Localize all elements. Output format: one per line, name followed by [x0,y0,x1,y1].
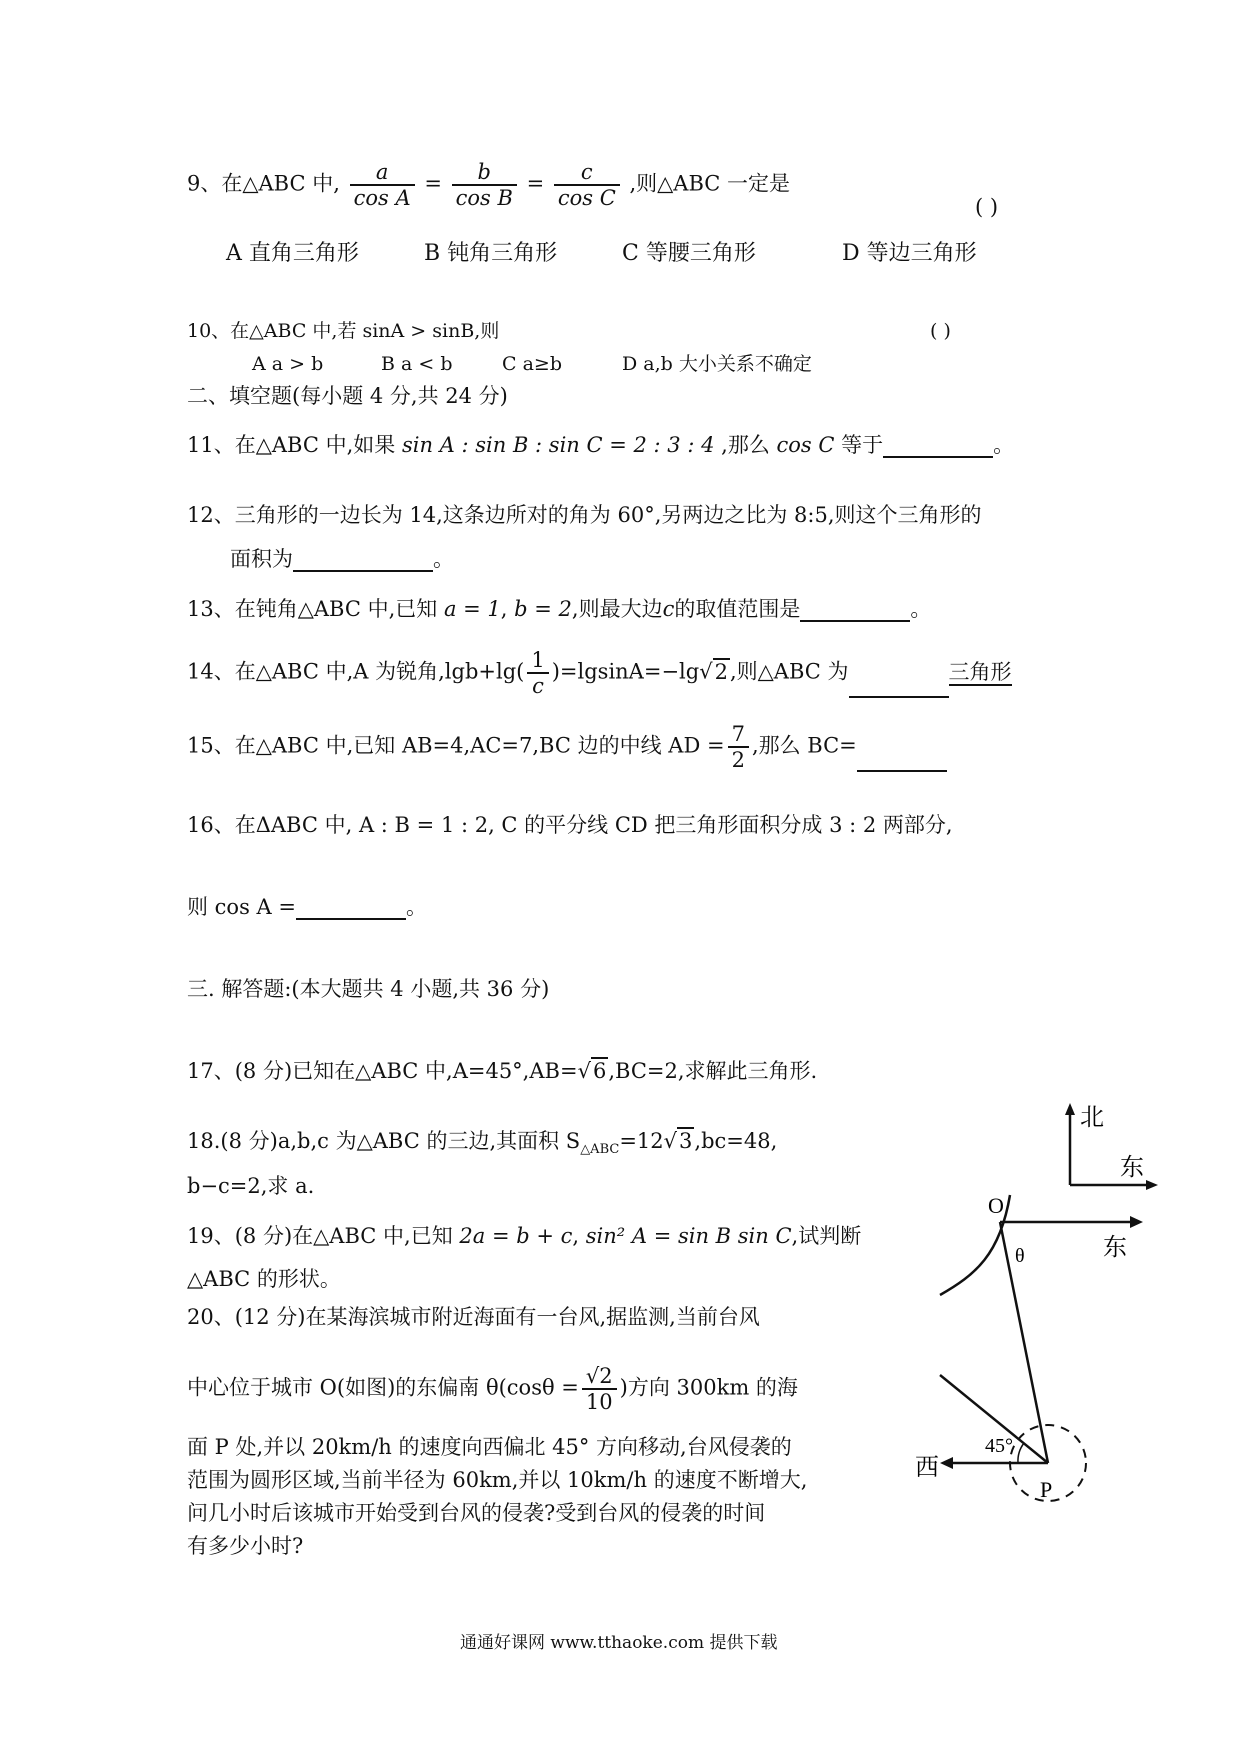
q13-sep: , [500,597,508,621]
q13-suffix: 的取值范围是 [674,597,801,621]
question-15 [187,722,947,772]
angle-arc [1018,1443,1024,1463]
question-16-line1: 16、在ΔABC 中, A : B = 1 : 2, C 的平分线 CD 把三角形面积分成 3 : 2 两部分, [187,813,953,837]
question-12-line2 [230,546,454,572]
east-label-top: 东 [1120,1155,1144,1181]
question-18-line1 [187,1128,777,1158]
question-20-line1: 20、(12 分)在某海滨城市附近海面有一台风,据监测,当前台风 [187,1305,760,1329]
q9-fraction-a: $\frac{a}{\text{cos A}}$ [350,160,415,210]
q9-prefix: 9、在△ABC 中, [187,171,340,196]
q11-ratio: sin A : sin B : sin C = 2 : 3 : 4 [401,433,715,457]
north-arrowhead [1065,1103,1075,1115]
sqrt-symbol: √ [577,1059,591,1083]
q9-fraction-c: $\frac{c}{\text{cos C}}$ [554,160,620,210]
question-20-line5: 问几小时后该城市开始受到台风的侵袭?受到台风的侵袭的时间 [187,1501,766,1525]
q9-option-a: A 直角三角形 [226,241,359,266]
q14-mid: )=lgsinA=−lg [551,659,700,684]
question-20-line3: 面 P 处,并以 20km/h 的速度向西偏北 45° 方向移动,台风侵袭的 [187,1435,792,1459]
question-14 [187,648,1012,698]
q20-line2-prefix: 中心位于城市 O(如图)的东偏南 θ(cosθ = [187,1375,579,1400]
q13-end: 。 [910,597,932,621]
sqrt-symbol: √ [699,659,713,684]
point-p-label: P [1040,1477,1053,1502]
typhoon-diagram [900,1095,1220,1535]
q14-tail: 三角形 [948,659,1012,684]
q9-fraction-b: $\frac{b}{\text{cos B}}$ [452,160,517,210]
q14-root: 2 [714,659,728,684]
q16-end: 。 [405,895,427,919]
question-18-line2: b−c=2,求 a. [187,1174,315,1198]
q14-fraction: $\frac{1}{c}$ [527,648,548,698]
question-13 [187,596,931,622]
compass-east-arrowhead [1146,1180,1158,1190]
question-20-line4: 范围为圆形区域,当前半径为 60km,并以 10km/h 的速度不断增大, [187,1468,808,1492]
q12-end: 。 [433,547,454,571]
q16-label: 则 cos A = [187,895,296,919]
q9-option-c: C 等腰三角形 [622,241,756,266]
question-16-line2 [187,894,427,920]
q18-mid: =12 [619,1129,664,1153]
q12-answer-blank[interactable] [293,548,433,572]
theta-label: θ [1015,1245,1025,1267]
q19-prefix: 19、(8 分)在△ABC 中,已知 [187,1224,453,1248]
west-arrowhead [940,1457,953,1469]
sqrt-symbol: √ [663,1129,678,1153]
q13-c: c [662,597,675,621]
q18-suffix: ,bc=48, [694,1129,778,1153]
q10-option-c: C a≥b [502,353,562,375]
q14-answer-blank[interactable] [849,674,949,698]
question-17 [187,1058,817,1084]
point-o-label: O [988,1193,1004,1218]
q12-label: 面积为 [230,547,293,571]
q13-prefix: 13、在钝角△ABC 中,已知 [187,597,438,621]
q19-condition-1: 2a = b + c [459,1224,573,1248]
q20-line2-suffix: )方向 300km 的海 [619,1375,798,1400]
q20-fraction: $\frac{√2}{10}$ [582,1364,617,1414]
q19-condition-2: sin² A = sin B sin C [585,1224,792,1248]
q10-option-d: D a,b 大小关系不确定 [622,353,812,375]
q15-suffix: ,那么 BC= [751,733,857,758]
q10-option-a: A a > b [252,353,324,375]
q11-answer-blank[interactable] [883,434,993,458]
q15-prefix: 15、在△ABC 中,已知 AB=4,AC=7,BC 边的中线 AD = [187,733,725,758]
q11-prefix: 11、在△ABC 中,如果 [187,433,396,457]
question-9: 9、在△ABC 中, $\frac{a}{\text{cos A}}$ = $\frac{b}{\text{cos B}}$ = $\frac{c}{\text{cos C}}$ ,则△ABC 一定是 [187,160,791,211]
q9-answer-paren: ( ) [975,195,999,219]
q17-suffix: ,BC=2,求解此三角形. [608,1059,818,1083]
q11-end: 。 [993,433,1015,457]
angle-45-label: 45° [985,1435,1013,1457]
question-19-line2: △ABC 的形状。 [187,1267,341,1291]
q14-prefix: 14、在△ABC 中,A 为锐角,lgb+lg( [187,659,525,684]
q18-prefix: 18.(8 分)a,b,c 为△ABC 的三边,其面积 S [187,1129,581,1153]
section-3-heading: 三. 解答题:(本大题共 4 小题,共 36 分) [187,977,550,1001]
north-label: 北 [1080,1105,1104,1131]
east-label: 东 [1103,1235,1127,1261]
question-11 [187,432,1014,458]
q17-prefix: 17、(8 分)已知在△ABC 中,A=45°,AB= [187,1059,578,1083]
question-19-line1 [187,1223,861,1249]
q9-suffix: ,则△ABC 一定是 [629,171,791,196]
footer-credit: 通通好课网 www.tthaoke.com 提供下载 [460,1633,778,1653]
q13-a-value: a = 1 [443,597,501,621]
q14-suffix: ,则△ABC 为 [729,659,849,684]
q11-cosc: cos C [776,433,835,457]
q11-mid: ,那么 [721,433,770,457]
east-arrowhead [1130,1216,1143,1228]
west-label: 西 [915,1455,939,1481]
question-12-line1: 12、三角形的一边长为 14,这条边所对的角为 60°,另两边之比为 8:5,则这个三角形的 [187,503,982,527]
q16-answer-blank[interactable] [296,896,406,920]
q9-option-b: B 钝角三角形 [424,241,558,266]
q13-mid: ,则最大边 [571,597,663,621]
q10-option-b: B a < b [381,353,453,375]
q10-answer-paren: ( ) [930,320,951,342]
q9-option-d: D 等边三角形 [842,241,977,266]
q17-root: 6 [592,1059,607,1083]
q11-suffix: 等于 [841,433,884,457]
q18-root: 3 [679,1129,693,1153]
q13-b-value: b = 2 [514,597,572,621]
q19-sep: , [572,1224,580,1248]
section-2-heading: 二、填空题(每小题 4 分,共 24 分) [187,384,508,408]
q15-fraction: $\frac{7}{2}$ [728,722,749,772]
question-20-line6: 有多少小时? [187,1534,304,1558]
question-10: 10、在△ABC 中,若 sinA > sinB,则 [187,320,500,342]
q13-answer-blank[interactable] [800,598,910,622]
q19-suffix: ,试判断 [791,1224,862,1248]
q15-answer-blank[interactable] [857,748,947,772]
q18-subscript: △ABC [580,1142,620,1158]
question-20-line2 [187,1364,798,1414]
